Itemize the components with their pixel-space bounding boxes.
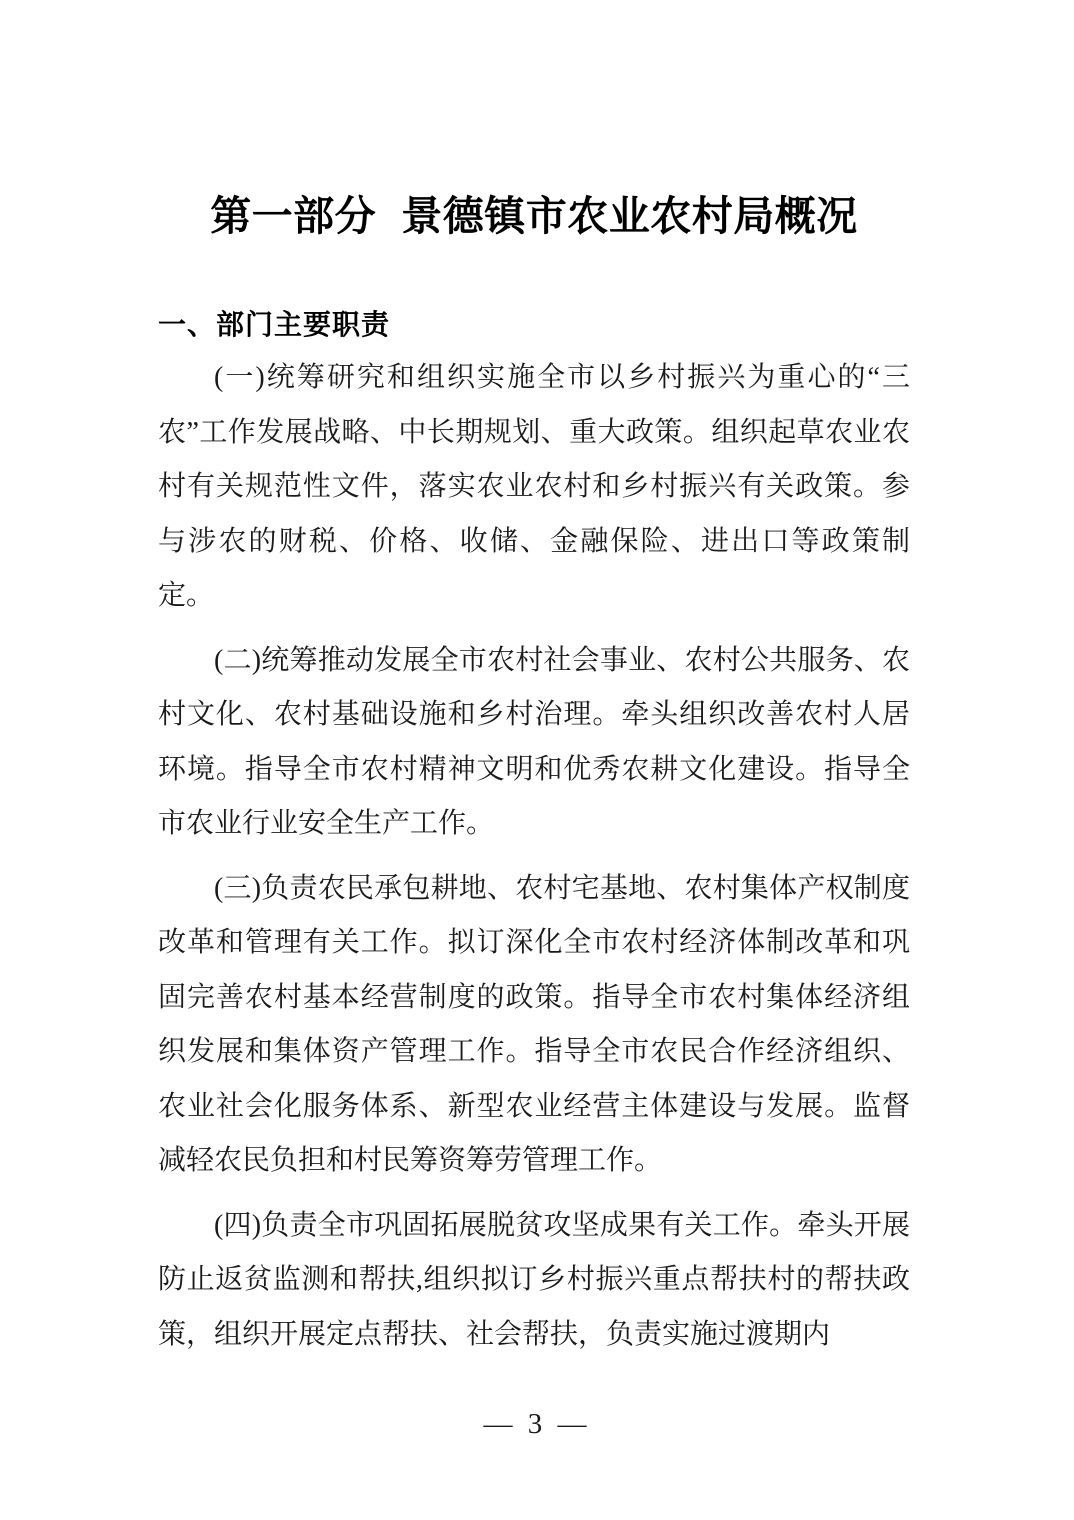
paragraph-duty-3: (三)负责农民承包耕地、农村宅基地、农村集体产权制度改革和管理有关工作。拟订深化全市农村经济体制改革和巩固完善农村基本经营制度的政策。指导全市农村集体经济组织发展和集体资产管理工作。指导全市农民合作经济组织、农业社会化服务体系、新型农业经营主体建设与发展。监督减轻农民负担和村民筹资筹劳管理工作。	[158, 872, 910, 1176]
document-body	[158, 351, 910, 1362]
section-heading-main-duties: 一、部门主要职责	[158, 309, 391, 340]
document-title: 第一部分 景德镇市农业农村局概况	[210, 193, 858, 239]
page-number: — 3 —	[483, 1408, 591, 1440]
paragraph-duty-4: (四)负责全市巩固拓展脱贫攻坚成果有关工作。牵头开展防止返贫监测和帮扶,组织拟订乡村振兴重点帮扶村的帮扶政策，组织开展定点帮扶、社会帮扶，负责实施过渡期内	[158, 1209, 910, 1350]
paragraph-duty-2: (二)统筹推动发展全市农村社会事业、农村公共服务、农村文化、农村基础设施和乡村治理。牵头组织改善农村人居环境。指导全市农村精神文明和优秀农耕文化建设。指导全市农业行业安全生产工作。	[158, 644, 910, 839]
paragraph-duty-1: (一)统筹研究和组织实施全市以乡村振兴为重心的“三农”工作发展战略、中长期规划、重大政策。组织起草农业农村有关规范性文件，落实农业农村和乡村振兴有关政策。参与涉农的财税、价格、收储、金融保险、进出口等政策制定。	[158, 362, 910, 611]
